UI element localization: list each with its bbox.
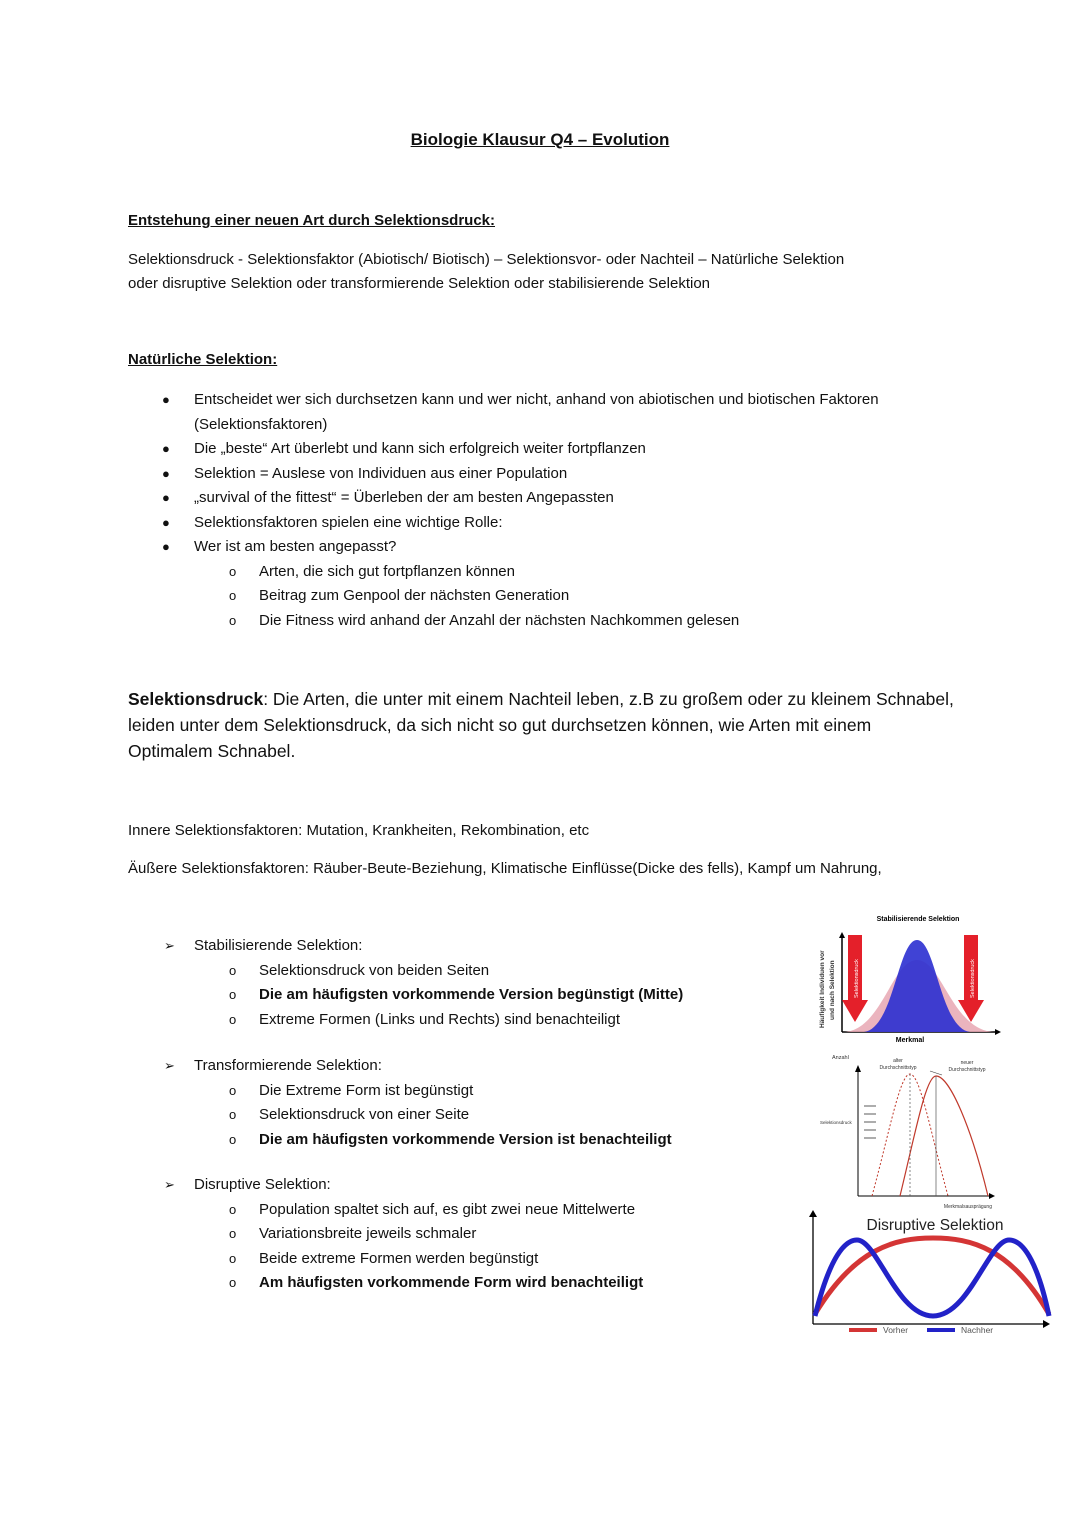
fig1-xlabel: Merkmal [895,1037,925,1044]
fig1-x-arrow [995,1029,1001,1035]
arrow-bullet-icon: ➢ [164,1058,175,1073]
list-item: ● Wer ist am besten angepasst? [162,538,397,555]
fig3-title: Disruptive Selektion [866,1217,1004,1234]
list-item-continuation: (Selektionsfaktoren) [194,415,328,433]
fig3-before-curve [815,1238,1049,1314]
section-heading-art: Entstehung einer neuen Art durch Selektionsdruck: [128,212,496,229]
sub-item: o Die Extreme Form ist begünstigt [229,1081,474,1099]
sub-item: o Selektionsdruck von einer Seite [229,1106,470,1123]
list-item: ● Selektionsfaktoren spielen eine wichtige Rolle: [162,513,503,531]
fig2-old-label: alter [893,1058,903,1064]
list-item: ● „survival of the fittest“ = Überleben der am besten Angepassten [162,489,614,506]
transforming-block [164,1054,794,1152]
fig1-left-pressure-arrow [842,1000,868,1022]
inner-factors: Innere Selektionsfaktoren: Mutation, Krankheiten, Rekombination, etc [128,822,590,839]
page-title: Biologie Klausur Q4 – Evolution [410,130,670,149]
natural-selection-list [162,388,974,633]
sub-item: o Arten, die sich gut fortpflanzen können [229,562,515,580]
fig1-pressure-left: Selektionsdruck [854,959,860,998]
selection-pressure-text: : Die Arten, die unter mit einem Nachteil leben, z.B zu großem oder zu kleinem Schnabel, leiden unter dem Selektionsdruck, da sich nicht so gut durchsetzen können, wie Arten mit einem Optimalem Schnabel. [128,689,954,761]
fig2-new-curve [900,1076,988,1196]
section1-line2: oder disruptive Selektion oder transformierende Selektion oder stabilisierende Selektion [128,275,710,292]
sub-item: o Die am häufigsten vorkommende Version begünstigt (Mitte) [229,986,684,1003]
disruptive-block [164,1173,794,1296]
fig1-ylabel2: und nach Selektion [829,960,836,1020]
sub-item: o Extreme Formen (Links und Rechts) sind benachteiligt [229,1010,620,1028]
fig2-xlabel: Merkmalsausprägung [943,1204,992,1210]
sub-item: o Variationsbreite jeweils schmaler [229,1225,477,1242]
fig2-pressure-label: Selektionsdruck [820,1120,852,1125]
fig1-ylabel1: Häufigkeit Individuen vor [819,950,826,1028]
sub-item: o Selektionsdruck von beiden Seiten [229,961,490,979]
fig1-title: Stabilisierende Selektion [876,916,960,923]
fig3-x-arrow [1043,1320,1050,1328]
section1-line1: Selektionsdruck - Selektionsfaktor (Abiotisch/ Biotisch) – Selektionsvor- oder Nachteil – Natürliche Selektion [128,251,845,268]
sub-item: o Am häufigsten vorkommende Form wird benachteiligt [229,1274,644,1291]
sub-item: o Population spaltet sich auf, es gibt zwei neue Mittelwerte [229,1200,636,1218]
arrow-bullet-icon: ➢ [164,938,175,953]
arrow-bullet-icon: ➢ [164,1177,175,1192]
fig3-after-curve [815,1240,1049,1316]
fig2-new-pointer [930,1071,942,1075]
selection-pressure-paragraph [128,686,958,764]
outer-factors: Äußere Selektionsfaktoren: Räuber-Beute-Beziehung, Klimatische Einflüsse(Dicke des fells), Kampf um Nahrung, [128,860,882,877]
fig2-new-label2: Durchschnittstyp [948,1067,986,1073]
section-heading-natural: Natürliche Selektion: [128,351,278,368]
figure-stabilizing-selection [812,910,1012,1045]
fig3-legend-after: Nachher [961,1325,994,1335]
sub-item: o Die Fitness wird anhand der Anzahl der nächsten Nachkommen gelesen [229,611,740,629]
term-selektionsdruck: Selektionsdruck [128,689,264,709]
fig2-y-arrow [855,1065,861,1072]
type-title: ➢ Transformierende Selektion: [194,1054,794,1079]
list-item: ● Entscheidet wer sich durchsetzen kann und wer nicht, anhand von abiotischen und biotischen Faktoren [162,391,879,408]
figure-disruptive-selection [805,1208,1055,1340]
sub-item: o Beide extreme Formen werden begünstigt [229,1249,539,1267]
fig2-x-arrow [989,1193,995,1199]
fig3-y-arrow [809,1210,817,1217]
type-title: ➢ Stabilisierende Selektion: [194,934,794,959]
fig2-pressure-arrows [864,1106,876,1138]
fig2-ylabel: Anzahl [832,1055,849,1061]
fig3-legend-before: Vorher [883,1325,909,1335]
sub-item: o Beitrag zum Genpool der nächsten Generation [229,587,570,604]
list-item: ● Die „beste“ Art überlebt und kann sich erfolgreich weiter fortpflanzen [162,440,646,457]
sub-item: o Die am häufigsten vorkommende Version ist benachteiligt [229,1130,672,1148]
list-item: ● Selektion = Auslese von Individuen aus einer Population [162,464,568,482]
fig2-old-label2: Durchschnittstyp [879,1065,917,1071]
figure-transforming-selection [812,1050,1027,1212]
type-title: ➢ Disruptive Selektion: [194,1173,794,1198]
fig1-pressure-right: Selektionsdruck [970,959,976,998]
fig1-y-arrow [839,932,845,938]
fig2-new-label: neuer [960,1060,974,1066]
stabilizing-block [164,934,794,1032]
